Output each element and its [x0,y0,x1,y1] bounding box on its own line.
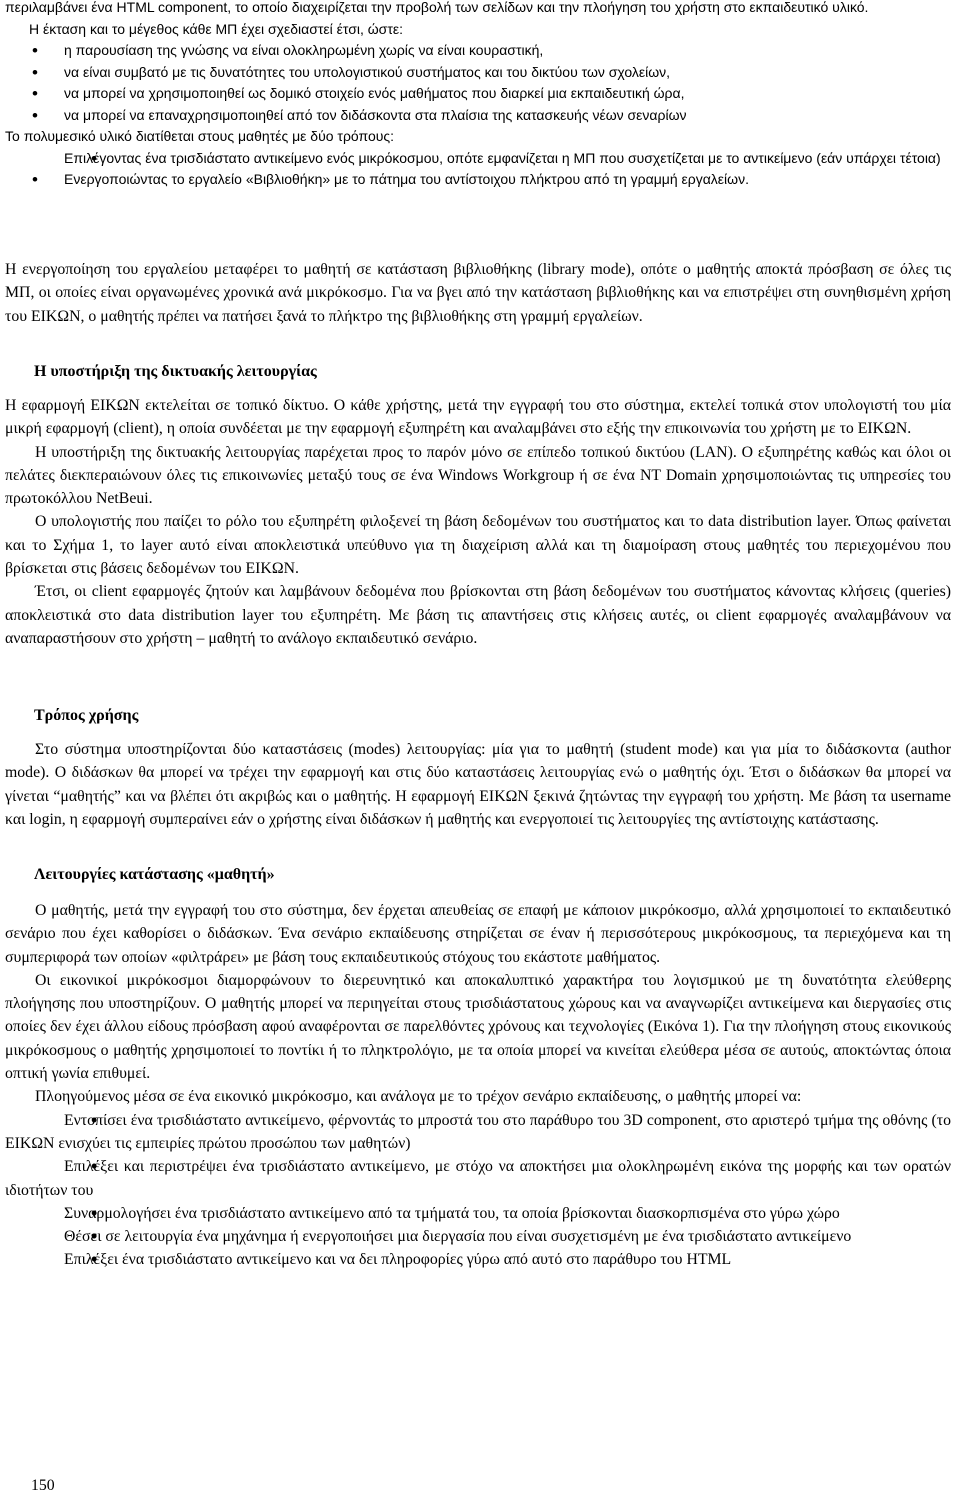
list-item: • Επιλέγοντας ένα τρισδιάστατο αντικείμενο ενός μικρόκοσμου, οπότε εμφανίζεται η ΜΠ που συσχετίζεται με το αντικείμενο (εάν υπάρχει τέτοια) [5,148,953,170]
list-item: • Εντοπίσει ένα τρισδιάστατο αντικείμενο, φέρνοντάς το μπροστά του στο παράθυρο του 3D component, στο αριστερό τμήμα της οθόνης (το ΕΙΚΩΝ ενισχύει τις εμπειρίες πρώτου προσώπου των μαθητών) [5,1109,951,1156]
paragraph: Η εφαρμογή ΕΙΚΩΝ εκτελείται σε τοπικό δίκτυο. Ο κάθε χρήστης, μετά την εγγραφή του στο σύστημα, εκτελεί τοπικά στον υπολογιστή του μία μικρή εφαρμογή (client), η οποία συνδέεται με την εφαρμογή εξυπηρέτη και αναλαμβάνει στο εξής την επικοινωνία του χρήστη με το ΕΙΚΩΝ. [5,397,951,438]
paragraph: Οι εικονικοί μικρόκοσμοι διαμορφώνουν το διερευνητικό και αποκαλυπτικό χαρακτήρα του λογισμικού με τη δυνατότητα ελεύθερης πλοήγησης που υποστηρίζουν. Ο μαθητής μπορεί να περιηγείται στους τρισδιάστατους χώρους και να αναγνωρίζει αντικείμενα και διεργασίες στις οποίες δεν έχει άλλου είδους πρόσβαση αφού αναφέρονται σε παρελθόντες χρόνους και τεχνολογίες (Εικόνα 1). Για την πλοήγηση στους εικονικούς μικρόκοσμους ο μαθητής χρησιμοποιεί το ποντίκι ή το πληκτρολόγιο, με τα οποία μπορεί να κινείται ελεύθερα μέσα σε αυτούς, αποκτώντας όποια οπτική γωνία επιθυμεί. [5,971,951,1083]
paragraph: Η έκταση και το μέγεθος κάθε ΜΠ έχει σχεδιαστεί έτσι, ώστε: [29,20,403,37]
section-network [5,394,951,650]
section-heading: Λειτουργίες κατάστασης «μαθητή» [34,866,275,883]
section-student [5,899,951,1272]
paragraph: Έτσι, οι client εφαρμογές ζητούν και λαμβάνουν δεδομένα που βρίσκονται στη βάση δεδομένων του συστήματος κάνοντας κλήσεις (queries) αποκλειστικά στο data distribution layer του εξυπηρέτη. Με βάση τις απαντήσεις στις κλήσεις αυτές, οι client εφαρμογές αναλαμβάνουν να αναπαραστήσουν στο χρήστη – μαθητή το ανάλογο εκπαιδευτικό σενάριο. [5,583,951,647]
paragraph: Στο σύστημα υποστηρίζονται δύο καταστάσεις (modes) λειτουργίας: μία για το μαθητή (student mode) και για μία το διδάσκοντα (author mode). Ο διδάσκων θα μπορεί να τρέχει την εφαρμογή και στις δύο καταστάσεις λειτουργίας ενώ ο μαθητής όχι. Έτσι ο διδάσκων θα μπορεί να γίνεται “μαθητής” και να βλέπει ότι ακριβώς και ο μαθητής. Η εφαρμογή ΕΙΚΩΝ ξεκινά ζητώντας την εγγραφή του χρήστη. Με βάση τα username και login, η εφαρμογή συμπεραίνει εάν ο χρήστης είναι διδάσκων ή μαθητής και ενεργοποιεί τις λειτουργίες της αντίστοιχης κατάστασης. [5,741,951,828]
list-item: • Θέσει σε λειτουργία ένα μηχάνημα ή ενεργοποιήσει μια διεργασία που είναι συσχετισμένη με ένα τρισδιάστατο αντικείμενο [5,1225,951,1248]
paragraph: Η υποστήριξη της δικτυακής λειτουργίας παρέχεται προς το παρόν μόνο σε επίπεδο τοπικού δικτύου (LAN). Ο εξυπηρέτης καθώς και όλοι οι πελάτες διεκπεραιώνουν όλες τις επικοινωνίες μεταξύ τους σε ένα Windows Workgroup ή σε ένα NT Domain χρησιμοποιώντας τις υπηρεσίες του πρωτοκόλλου NetBeui. [5,443,951,508]
list-item: • Επιλέξει ένα τρισδιάστατο αντικείμενο και να δει πληροφορίες γύρω από αυτό στο παράθυρο του HTML [5,1248,951,1271]
paragraph: Το πολυμεσικό υλικό διατίθεται στους μαθητές με δύο τρόπους: [5,128,395,144]
list-item: • Επιλέξει και περιστρέψει ένα τρισδιάστατο αντικείμενο, με στόχο να αποκτήσει μια ολοκληρωμένη εικόνα της μορφής και των ορατών ιδιοτήτων του [5,1155,951,1202]
paragraph: περιλαμβάνει ένα HTML component, το οποίο διαχειρίζεται την προβολή των σελίδων και την πλοήγηση του χρήστη στο εκπαιδευτικό υλικό. [5,0,869,15]
paragraph: Η ενεργοποίηση του εργαλείου μεταφέρει το μαθητή σε κατάσταση βιβλιοθήκης (library mode), οπότε ο μαθητής αποκτά πρόσβαση σε όλες τις ΜΠ, οι οποίες είναι οργανωμένες χρονικά ανά μικρόκοσμο. Για να βγει από την κατάσταση βιβλιοθήκης και να επιστρέψει στη συνηθισμένη χρήση του ΕΙΚΩΝ, ο μαθητής πρέπει να πατήσει ξανά το πλήκτρο της βιβλιοθήκης στη γραμμή εργαλείων. [5,261,951,325]
paragraph: Ο υπολογιστής που παίζει το ρόλο του εξυπηρέτη φιλοξενεί τη βάση δεδομένων του συστήματος και το data distribution layer. Όπως φαίνεται και το Σχήμα 1, το layer αυτό είναι αποκλειστικά υπεύθυνο για τη διαχείριση αλλά και τη διαμοίραση στους μαθητές του περιεχομένου που βρίσκεται στις βάσεις δεδομένων του ΕΙΚΩΝ. [5,513,951,578]
section-heading: Τρόπος χρήσης [34,707,139,724]
paragraph: Ο μαθητής, μετά την εγγραφή του στο σύστημα, δεν έρχεται απευθείας σε επαφή με κάποιον μικρόκοσμο, αλλά χρησιμοποιεί το εκπαιδευτικό σενάριο που έχει καθορίσει ο διδάσκων. Ένα σενάριο εκπαίδευσης στηρίζεται σε έναν ή περισσότερους μικρόκοσμους, τα περιεχόμενα και τη συμπεριφορά των οποίων «φιλτράρει» με βάση τους εκπαιδευτικούς στόχους του εκάστοτε μαθήματος. [5,902,951,966]
top-block [5,0,953,191]
section-heading: Η υποστήριξη της δικτυακής λειτουργίας [34,363,317,380]
list-item: • Ενεργοποιώντας το εργαλείο «Βιβλιοθήκη» με το πάτημα του αντίστοιχου πλήκτρου από τη γραμμή εργαλείων. [5,169,953,191]
paragraph: Πλοηγούμενος μέσα σε ένα εικονικό μικρόκοσμο, και ανάλογα με το τρέχον σενάριο εκπαίδευσης, ο μαθητής μπορεί να: [35,1088,802,1106]
list-item: • να είναι συμβατό με τις δυνατότητες του υπολογιστικού συστήματος και του δικτύου των σχολείων, [5,62,953,84]
list-item: • η παρουσίαση της γνώσης να είναι ολοκληρωμένη χωρίς να είναι κουραστική, [5,40,953,62]
list-item: • να μπορεί να χρησιμοποιηθεί ως δομικό στοιχείο ενός μαθήματος που διαρκεί μια εκπαιδευτική ώρα, [5,83,953,105]
list-item: • να μπορεί να επαναχρησιμοποιηθεί από τον διδάσκοντα στα πλαίσια της κατασκευής νέων σεναρίων [5,105,953,127]
page-number: 150 [31,1477,55,1494]
list-item: • Συναρμολογήσει ένα τρισδιάστατο αντικείμενο από τα τμήματά του, τα οποία βρίσκονται διασκορπισμένα στο γύρω χώρο [5,1202,951,1225]
